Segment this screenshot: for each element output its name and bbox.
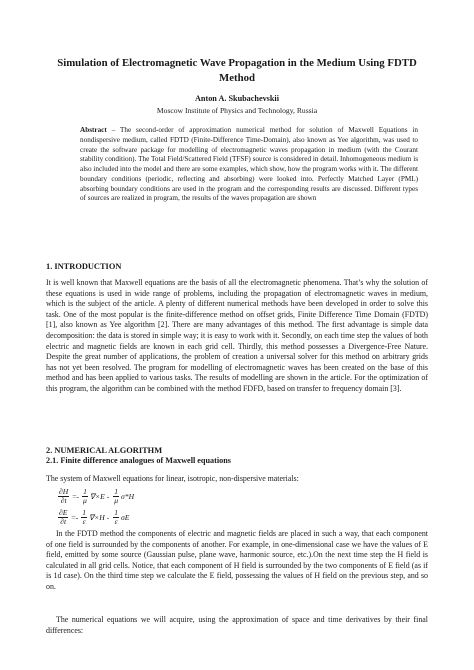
abstract-text: – The second-order of approximation numerical method for solution of Maxwell Equations in nondispersive medium, called FDTD (Finite-Difference Time-Domain), also known as Yee algorithm, was used to create the software package for modelling of electromagnetic waves propagation in medium (with the Courant stability condition). The Total Field/Scattered Field (TFSF) source is considered in detail. Inhomogeneous medium is also included into the model and there are some examples, which show, how the program works with it. The different boundary conditions (periodic, reflecting and absorbing) were looked into. Perfectly Matched Layer (PML) absorbing boundary conditions are used in the program and the corresponding results are discussed. Different types of sources are realized in program, the results of the waves propagation are shown — [80, 126, 418, 203]
eq2-term1: $\frac{1}{\varepsilon}$ — [82, 508, 87, 526]
eq1-sigma-term: σ*H — [121, 492, 135, 501]
section1-heading: 1. INTRODUCTION — [46, 262, 122, 271]
section2-paragraph-2: The numerical equations we will acquire, using the approximation of space and time derivatives by their final differences: — [46, 615, 428, 635]
eq2-sigma-term: σE — [121, 513, 130, 522]
eq1-lhs: $\frac{\partial H}{\partial t}$ — [59, 487, 69, 505]
abstract-lead: Abstract — [80, 126, 107, 134]
paper-title: Simulation of Electromagnetic Wave Propagation in the Medium Using FDTD Method — [57, 57, 417, 84]
section2-intro: The system of Maxwell equations for linear, isotropic, non-dispersive materials: — [46, 474, 299, 483]
eq2-term2: $\frac{1}{\varepsilon}$ — [114, 508, 119, 526]
section2-heading: 2. NUMERICAL ALGORITHM — [46, 446, 163, 455]
abstract — [80, 126, 418, 204]
section1-text: It is well known that Maxwell equations are the basis of all the electromagnetic phenomena. That’s why the solution of these equations is used in wide range of problems, including the propagation of electromagnetic waves in medium, which is the subject of the article. A plenty of different numerical methods have been developed in order to solve this task. One of the most popular is the finite-difference method on offset grids, Finite Difference Time Domain (FDTD) [1], also known as Yee algorithm [2]. There are many advantages of this method. The first advantage is simple data decomposition: the data is stored in simple way; it is easy to work with it. Secondly, on each time step the values of both electric and magnetic fields are known in each grid cell. Thirdly, this method possesses a Divergence-Free Nature. Despite the great number of applications, the problem of creation a universal solver for this method on arbitrary grids has not yet been resolved. The program for modelling of electromagnetic waves has been created on the base of this method and has been applied to various tasks. The results of modelling are shown in the article. For the optimization of this program, the algorithm can be combined with the method FDFD, based on transfer to frequency domain [3]. — [46, 278, 428, 393]
section2-paragraph-1: In the FDTD method the components of electric and magnetic fields are placed in such a way, that each component of one field is surrounded by the components of another. For example, in one-dimensional case we have the values of E field, emitted by some source (Gaussian pulse, plane wave, harmonic source, etc.).On the next time step the H field is calculated in all grid cells. Notice, that each component of H field is surrounded by the two components of E field (as if is 1d case). On the third time step we calculate the E field, possessing the values of H field on the previous step, and so on. — [46, 529, 428, 591]
maxwell-equation-h: $\frac{\partial H}{\partial t}$ =- $\frac{1}{\mu}$ ∇×E - $\frac{1}{\mu}$ σ*H — [59, 487, 135, 505]
eq2-lhs: $\frac{\partial E}{\partial t}$ — [59, 508, 68, 526]
author-affiliation: Moscow Institute of Physics and Technology, Russia — [156, 106, 318, 115]
maxwell-equation-e: $\frac{\partial E}{\partial t}$ =- $\frac{1}{\varepsilon}$ ∇×H - $\frac{1}{\varepsilon}$ σE — [59, 508, 130, 526]
section2-subheading: 2.1. Finite difference analogues of Maxwell equations — [46, 456, 231, 465]
eq1-term1: $\frac{1}{\mu}$ — [83, 487, 87, 505]
author-name: Anton A. Skubachevskii — [195, 94, 279, 103]
eq1-curl: ∇×E — [89, 492, 105, 501]
eq2-curl: ∇×H — [89, 513, 105, 522]
eq1-term2: $\frac{1}{\mu}$ — [114, 487, 119, 505]
